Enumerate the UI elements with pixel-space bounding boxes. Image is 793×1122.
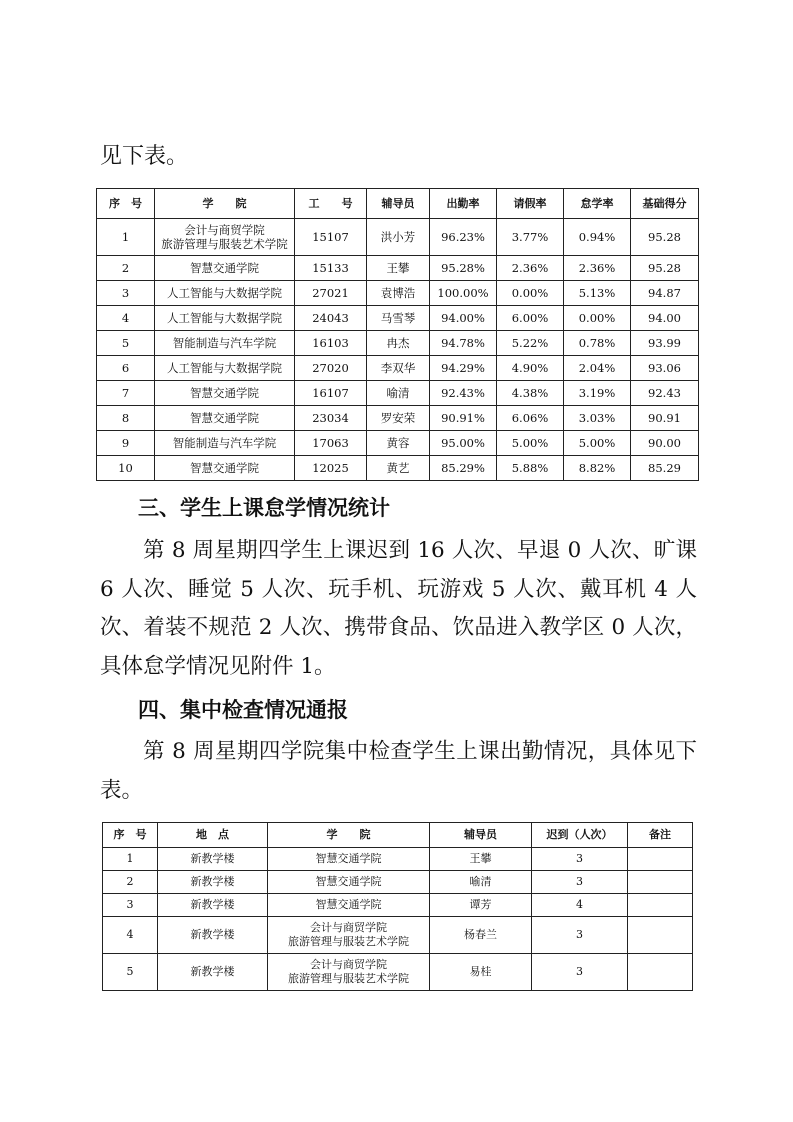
- cell-location: 新教学楼: [158, 848, 268, 871]
- cell-note: [628, 954, 693, 991]
- cell-attendance: 94.29%: [430, 356, 497, 381]
- section4-paragraph: 第 8 周星期四学院集中检查学生上课出勤情况，具体见下表。: [100, 739, 697, 803]
- college-line: 人工智能与大数据学院: [167, 286, 282, 300]
- cell-college: [268, 848, 430, 871]
- cell-score: 85.29: [631, 456, 699, 481]
- cell-late: 3: [532, 871, 628, 894]
- header-location: 地 点: [158, 823, 268, 848]
- table-row: [97, 456, 699, 481]
- header-counselor: 辅导员: [430, 823, 532, 848]
- cell-location: 新教学楼: [158, 871, 268, 894]
- cell-note: [628, 894, 693, 917]
- college-line: 旅游管理与服装艺术学院: [288, 972, 409, 985]
- table-row: [97, 406, 699, 431]
- cell-leave: 6.00%: [497, 306, 564, 331]
- cell-score: 94.87: [631, 281, 699, 306]
- cell-id: 15133: [295, 256, 367, 281]
- cell-college: [155, 256, 295, 281]
- cell-late: 4: [532, 894, 628, 917]
- cell-attendance: 94.78%: [430, 331, 497, 356]
- cell-score: 94.00: [631, 306, 699, 331]
- table-row: [97, 219, 699, 256]
- cell-attendance: 90.91%: [430, 406, 497, 431]
- cell-no: 5: [97, 331, 155, 356]
- cell-counselor: 谭芳: [430, 894, 532, 917]
- cell-counselor: 马雪琴: [367, 306, 430, 331]
- section4-heading: 四、集中检查情况通报: [138, 698, 348, 722]
- cell-counselor: 罗安荣: [367, 406, 430, 431]
- table-row: [97, 431, 699, 456]
- cell-id: 23034: [295, 406, 367, 431]
- header-leave: 请假率: [497, 189, 564, 219]
- cell-attendance: 95.00%: [430, 431, 497, 456]
- cell-leave: 4.90%: [497, 356, 564, 381]
- section3-paragraph: 第 8 周星期四学生上课迟到 16 人次、早退 0 人次、旷课 6 人次、睡觉 5 人次、玩手机、玩游戏 5 人次、戴耳机 4 人次、着装不规范 2 人次、携带食品、饮品进入教学区 0 人次，具体怠学情况见附件 1。: [100, 538, 697, 679]
- table-row: [103, 848, 693, 871]
- cell-counselor: 王攀: [367, 256, 430, 281]
- header-attendance: 出勤率: [430, 189, 497, 219]
- table-row: [97, 306, 699, 331]
- cell-no: 5: [103, 954, 158, 991]
- header-note: 备注: [628, 823, 693, 848]
- college-line: 智慧交通学院: [190, 261, 259, 275]
- cell-no: 7: [97, 381, 155, 406]
- cell-score: 90.00: [631, 431, 699, 456]
- college-line: 会计与商贸学院: [184, 223, 265, 237]
- cell-absence: 0.78%: [564, 331, 631, 356]
- cell-attendance: 96.23%: [430, 219, 497, 256]
- college-line: 会计与商贸学院: [310, 921, 387, 934]
- inspection-table: [102, 822, 693, 991]
- cell-no: 3: [97, 281, 155, 306]
- cell-leave: 5.88%: [497, 456, 564, 481]
- cell-counselor: 黄容: [367, 431, 430, 456]
- table-header-row: [97, 189, 699, 219]
- cell-id: 27021: [295, 281, 367, 306]
- cell-no: 6: [97, 356, 155, 381]
- cell-id: 12025: [295, 456, 367, 481]
- cell-leave: 2.36%: [497, 256, 564, 281]
- college-line: 会计与商贸学院: [310, 958, 387, 971]
- cell-id: 17063: [295, 431, 367, 456]
- table-row: [97, 356, 699, 381]
- college-line: 智慧交通学院: [315, 898, 382, 911]
- cell-id: 16103: [295, 331, 367, 356]
- cell-counselor: 易桂: [430, 954, 532, 991]
- table-header-row: [103, 823, 693, 848]
- cell-id: 27020: [295, 356, 367, 381]
- table-row: [97, 281, 699, 306]
- cell-college: [268, 954, 430, 991]
- cell-absence: 2.04%: [564, 356, 631, 381]
- cell-score: 92.43: [631, 381, 699, 406]
- cell-id: 15107: [295, 219, 367, 256]
- cell-leave: 5.22%: [497, 331, 564, 356]
- cell-college: [155, 219, 295, 256]
- table-row: [97, 256, 699, 281]
- table-row: [97, 381, 699, 406]
- cell-no: 1: [103, 848, 158, 871]
- header-score: 基础得分: [631, 189, 699, 219]
- header-late: 迟到（人次）: [532, 823, 628, 848]
- cell-score: 93.06: [631, 356, 699, 381]
- cell-counselor: 李双华: [367, 356, 430, 381]
- cell-late: 3: [532, 917, 628, 954]
- cell-attendance: 95.28%: [430, 256, 497, 281]
- cell-absence: 0.00%: [564, 306, 631, 331]
- cell-college: [155, 331, 295, 356]
- cell-counselor: 冉杰: [367, 331, 430, 356]
- cell-no: 10: [97, 456, 155, 481]
- header-no: 序 号: [103, 823, 158, 848]
- cell-no: 9: [97, 431, 155, 456]
- cell-absence: 3.03%: [564, 406, 631, 431]
- cell-attendance: 92.43%: [430, 381, 497, 406]
- cell-location: 新教学楼: [158, 894, 268, 917]
- cell-counselor: 王攀: [430, 848, 532, 871]
- table-row: [103, 954, 693, 991]
- cell-leave: 0.00%: [497, 281, 564, 306]
- cell-absence: 5.13%: [564, 281, 631, 306]
- cell-college: [155, 431, 295, 456]
- table-row: [103, 871, 693, 894]
- cell-absence: 8.82%: [564, 456, 631, 481]
- cell-no: 4: [103, 917, 158, 954]
- college-line: 智慧交通学院: [315, 875, 382, 888]
- section3-heading: 三、学生上课怠学情况统计: [138, 496, 390, 520]
- cell-score: 93.99: [631, 331, 699, 356]
- cell-college: [268, 871, 430, 894]
- cell-score: 90.91: [631, 406, 699, 431]
- college-line: 智慧交通学院: [190, 461, 259, 475]
- cell-college: [268, 917, 430, 954]
- cell-late: 3: [532, 848, 628, 871]
- cell-leave: 4.38%: [497, 381, 564, 406]
- college-line: 智能制造与汽车学院: [172, 436, 277, 450]
- cell-college: [268, 894, 430, 917]
- college-line: 智慧交通学院: [315, 852, 382, 865]
- college-line: 智慧交通学院: [190, 386, 259, 400]
- header-college: 学 院: [268, 823, 430, 848]
- cell-absence: 5.00%: [564, 431, 631, 456]
- cell-id: 16107: [295, 381, 367, 406]
- college-line: 人工智能与大数据学院: [167, 361, 282, 375]
- header-college: 学 院: [155, 189, 295, 219]
- cell-college: [155, 406, 295, 431]
- header-id: 工 号: [295, 189, 367, 219]
- cell-id: 24043: [295, 306, 367, 331]
- college-line: 人工智能与大数据学院: [167, 311, 282, 325]
- table-row: [97, 331, 699, 356]
- cell-location: 新教学楼: [158, 917, 268, 954]
- cell-absence: 2.36%: [564, 256, 631, 281]
- header-counselor: 辅导员: [367, 189, 430, 219]
- cell-note: [628, 917, 693, 954]
- header-no: 序 号: [97, 189, 155, 219]
- cell-absence: 0.94%: [564, 219, 631, 256]
- counselor-ranking-table: [96, 188, 699, 481]
- cell-note: [628, 848, 693, 871]
- cell-leave: 3.77%: [497, 219, 564, 256]
- table-row: [103, 917, 693, 954]
- cell-no: 3: [103, 894, 158, 917]
- cell-counselor: 袁博浩: [367, 281, 430, 306]
- cell-late: 3: [532, 954, 628, 991]
- cell-score: 95.28: [631, 219, 699, 256]
- cell-counselor: 喻清: [367, 381, 430, 406]
- cell-no: 1: [97, 219, 155, 256]
- college-line: 旅游管理与服装艺术学院: [161, 237, 288, 251]
- cell-attendance: 100.00%: [430, 281, 497, 306]
- cell-leave: 5.00%: [497, 431, 564, 456]
- intro-text: 见下表。: [100, 144, 189, 169]
- cell-counselor: 杨春兰: [430, 917, 532, 954]
- cell-location: 新教学楼: [158, 954, 268, 991]
- cell-no: 2: [97, 256, 155, 281]
- cell-counselor: 洪小芳: [367, 219, 430, 256]
- cell-no: 4: [97, 306, 155, 331]
- cell-absence: 3.19%: [564, 381, 631, 406]
- cell-attendance: 85.29%: [430, 456, 497, 481]
- cell-counselor: 黄艺: [367, 456, 430, 481]
- cell-college: [155, 306, 295, 331]
- cell-attendance: 94.00%: [430, 306, 497, 331]
- cell-leave: 6.06%: [497, 406, 564, 431]
- cell-score: 95.28: [631, 256, 699, 281]
- college-line: 旅游管理与服装艺术学院: [288, 935, 409, 948]
- cell-college: [155, 456, 295, 481]
- cell-no: 2: [103, 871, 158, 894]
- college-line: 智能制造与汽车学院: [172, 336, 277, 350]
- cell-college: [155, 281, 295, 306]
- college-line: 智慧交通学院: [190, 411, 259, 425]
- cell-counselor: 喻清: [430, 871, 532, 894]
- cell-college: [155, 356, 295, 381]
- cell-note: [628, 871, 693, 894]
- table-row: [103, 894, 693, 917]
- header-absence: 怠学率: [564, 189, 631, 219]
- cell-no: 8: [97, 406, 155, 431]
- cell-college: [155, 381, 295, 406]
